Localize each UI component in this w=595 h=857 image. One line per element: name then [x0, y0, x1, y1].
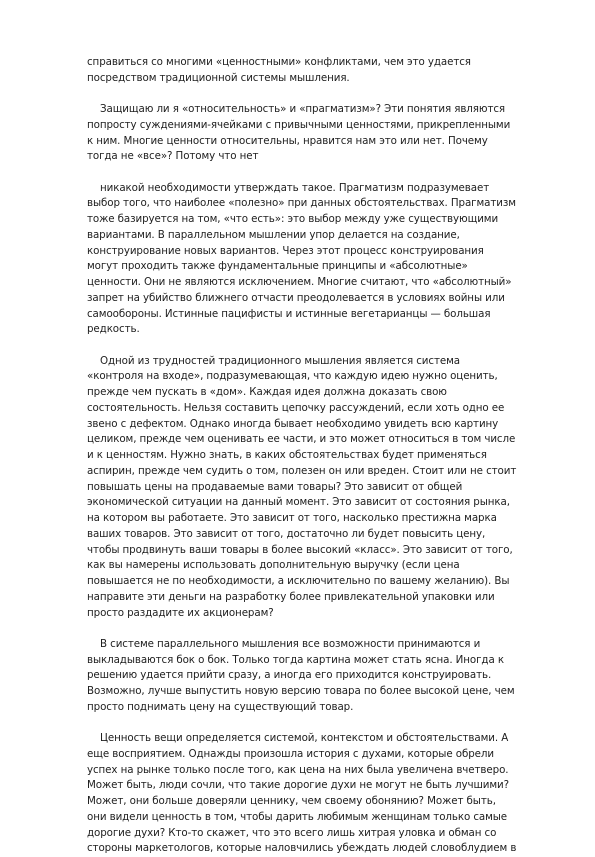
text-line: повышается не по необходимости, а исключительно по вашему желанию). Вы: [87, 575, 510, 587]
paragraph: [87, 731, 549, 857]
text-line: аспирин, прежде чем судить о том, полезен он или вреден. Стоит или не стоит: [87, 464, 517, 477]
text-line: они видели ценность в том, чтобы дарить любимым женщинам только самые: [87, 810, 508, 823]
text-line: Может быть, люди сочли, что такие дорогие духи не могут не быть лучшими?: [87, 779, 510, 792]
paragraph: [87, 55, 549, 87]
text-line: редкость.: [87, 323, 140, 336]
paragraph-gap: [87, 621, 549, 637]
paragraph-gap: [87, 165, 549, 181]
paragraph: [87, 181, 549, 339]
text-line: прежде чем пускать в «дом». Каждая идея должна доказать свою: [87, 386, 447, 398]
text-line: успех на рынке только после того, как цена на них была увеличена вчетверо.: [87, 763, 509, 776]
text-line: попросту суждениями-ячейками с привычными ценностями, прикрепленными: [87, 118, 511, 131]
text-line: Одной из трудностей традиционного мышления является система: [100, 354, 460, 367]
text-line: запрет на убийство ближнего отчасти преодолевается в условиях войны или: [87, 291, 505, 304]
text-line: В системе параллельного мышления все возможности принимаются и: [100, 637, 481, 650]
text-line: «контроля на входе», подразумевающая, что каждую идею нужно оценить,: [87, 370, 498, 383]
text-line: справиться со многими «ценностными» конфликтами, чем это удается: [87, 56, 471, 68]
paragraph: [87, 637, 549, 716]
text-line: звено с дефектом. Однако иногда бывает необходимо увидеть всю картину: [87, 417, 499, 430]
paragraph: [87, 354, 549, 622]
text-line: чтобы продвинуть ваши товары в более высокий «класс». Это зависит от того,: [87, 543, 513, 556]
paragraph-gap: [87, 87, 549, 103]
text-line: просто поднимать цену на существующий товар.: [87, 700, 354, 713]
text-line: вариантами. В параллельном мышлении упор делается на создание,: [87, 228, 460, 241]
text-line: посредством традиционной системы мышления.: [87, 71, 350, 84]
text-line: и к ценностям. Нужно знать, в каких обстоятельствах будет применяться: [87, 449, 487, 461]
paragraph-gap: [87, 338, 549, 354]
text-line: просто раздадите их акционерам?: [87, 606, 274, 619]
text-line: ваших товаров. Это зависит от того, достаточно ли будет повысить цену,: [87, 527, 486, 540]
text-line: на котором вы работаете. Это зависит от того, насколько престижна марка: [87, 512, 497, 524]
text-line: как вы намерены использовать дополнительную выручку (если цена: [87, 559, 460, 572]
text-line: никакой необходимости утверждать такое. Прагматизм подразумевает: [100, 181, 490, 194]
text-line: тоже базируется на том, «что есть»: это выбор между уже существующими: [87, 213, 499, 225]
text-line: повышать цены на продаваемые вами товары? Это зависит от общей: [87, 480, 463, 493]
text-line: Возможно, лучше выпустить новую версию товара по более высокой цене, чем: [87, 685, 515, 697]
text-line: направите эти деньги на разработку более привлекательной упаковки или: [87, 590, 495, 603]
text-line: Ценность вещи определяется системой, контекстом и обстоятельствами. А: [100, 732, 509, 744]
text-line: еще восприятием. Однажды произошла история с духами, которые обрели: [87, 747, 494, 760]
paragraph-gap: [87, 716, 549, 732]
text-line: целиком, прежде чем оценивать ее части, и это может относиться в том числе: [87, 433, 516, 446]
text-line: ценности. Они не являются исключением. Многие считают, что «абсолютный»: [87, 276, 512, 288]
text-line: Может, они больше доверяли ценнику, чем своему обонянию? Может быть,: [87, 795, 496, 807]
text-line: Защищаю ли я «относительность» и «прагматизм»? Эти понятия являются: [100, 103, 505, 115]
text-line: выкладываются бок о бок. Только тогда картина может стать ясна. Иногда к: [87, 653, 504, 666]
text-line: дорогие духи? Кто-то скажет, что это всего лишь хитрая уловка и обман со: [87, 826, 497, 839]
text-line: экономической ситуации на данный момент. Это зависит от состояния рынка,: [87, 496, 510, 509]
text-line: конструирование новых вариантов. Через этот процесс конструирования: [87, 244, 484, 257]
document-body: [87, 55, 549, 857]
text-line: к ним. Многие ценности относительны, нравится нам это или нет. Почему: [87, 134, 488, 147]
paragraph: [87, 102, 549, 165]
text-line: состоятельность. Нельзя составить цепочку рассуждений, если хоть одно ее: [87, 401, 505, 414]
text-line: выбор того, что наиболее «полезно» при данных обстоятельствах. Прагматизм: [87, 197, 516, 210]
text-line: могут проходить также фундаментальные принципы и «абсолютные»: [87, 260, 468, 273]
text-line: самообороны. Истинные пацифисты и истинные вегетарианцы — большая: [87, 307, 491, 320]
text-line: решению удается прийти сразу, а иногда его приходится конструировать.: [87, 669, 492, 682]
text-line: тогда не «все»? Потому что нет: [87, 150, 259, 163]
text-line: стороны маркетологов, которые наловчились убеждать людей словоблудием в: [87, 842, 517, 855]
